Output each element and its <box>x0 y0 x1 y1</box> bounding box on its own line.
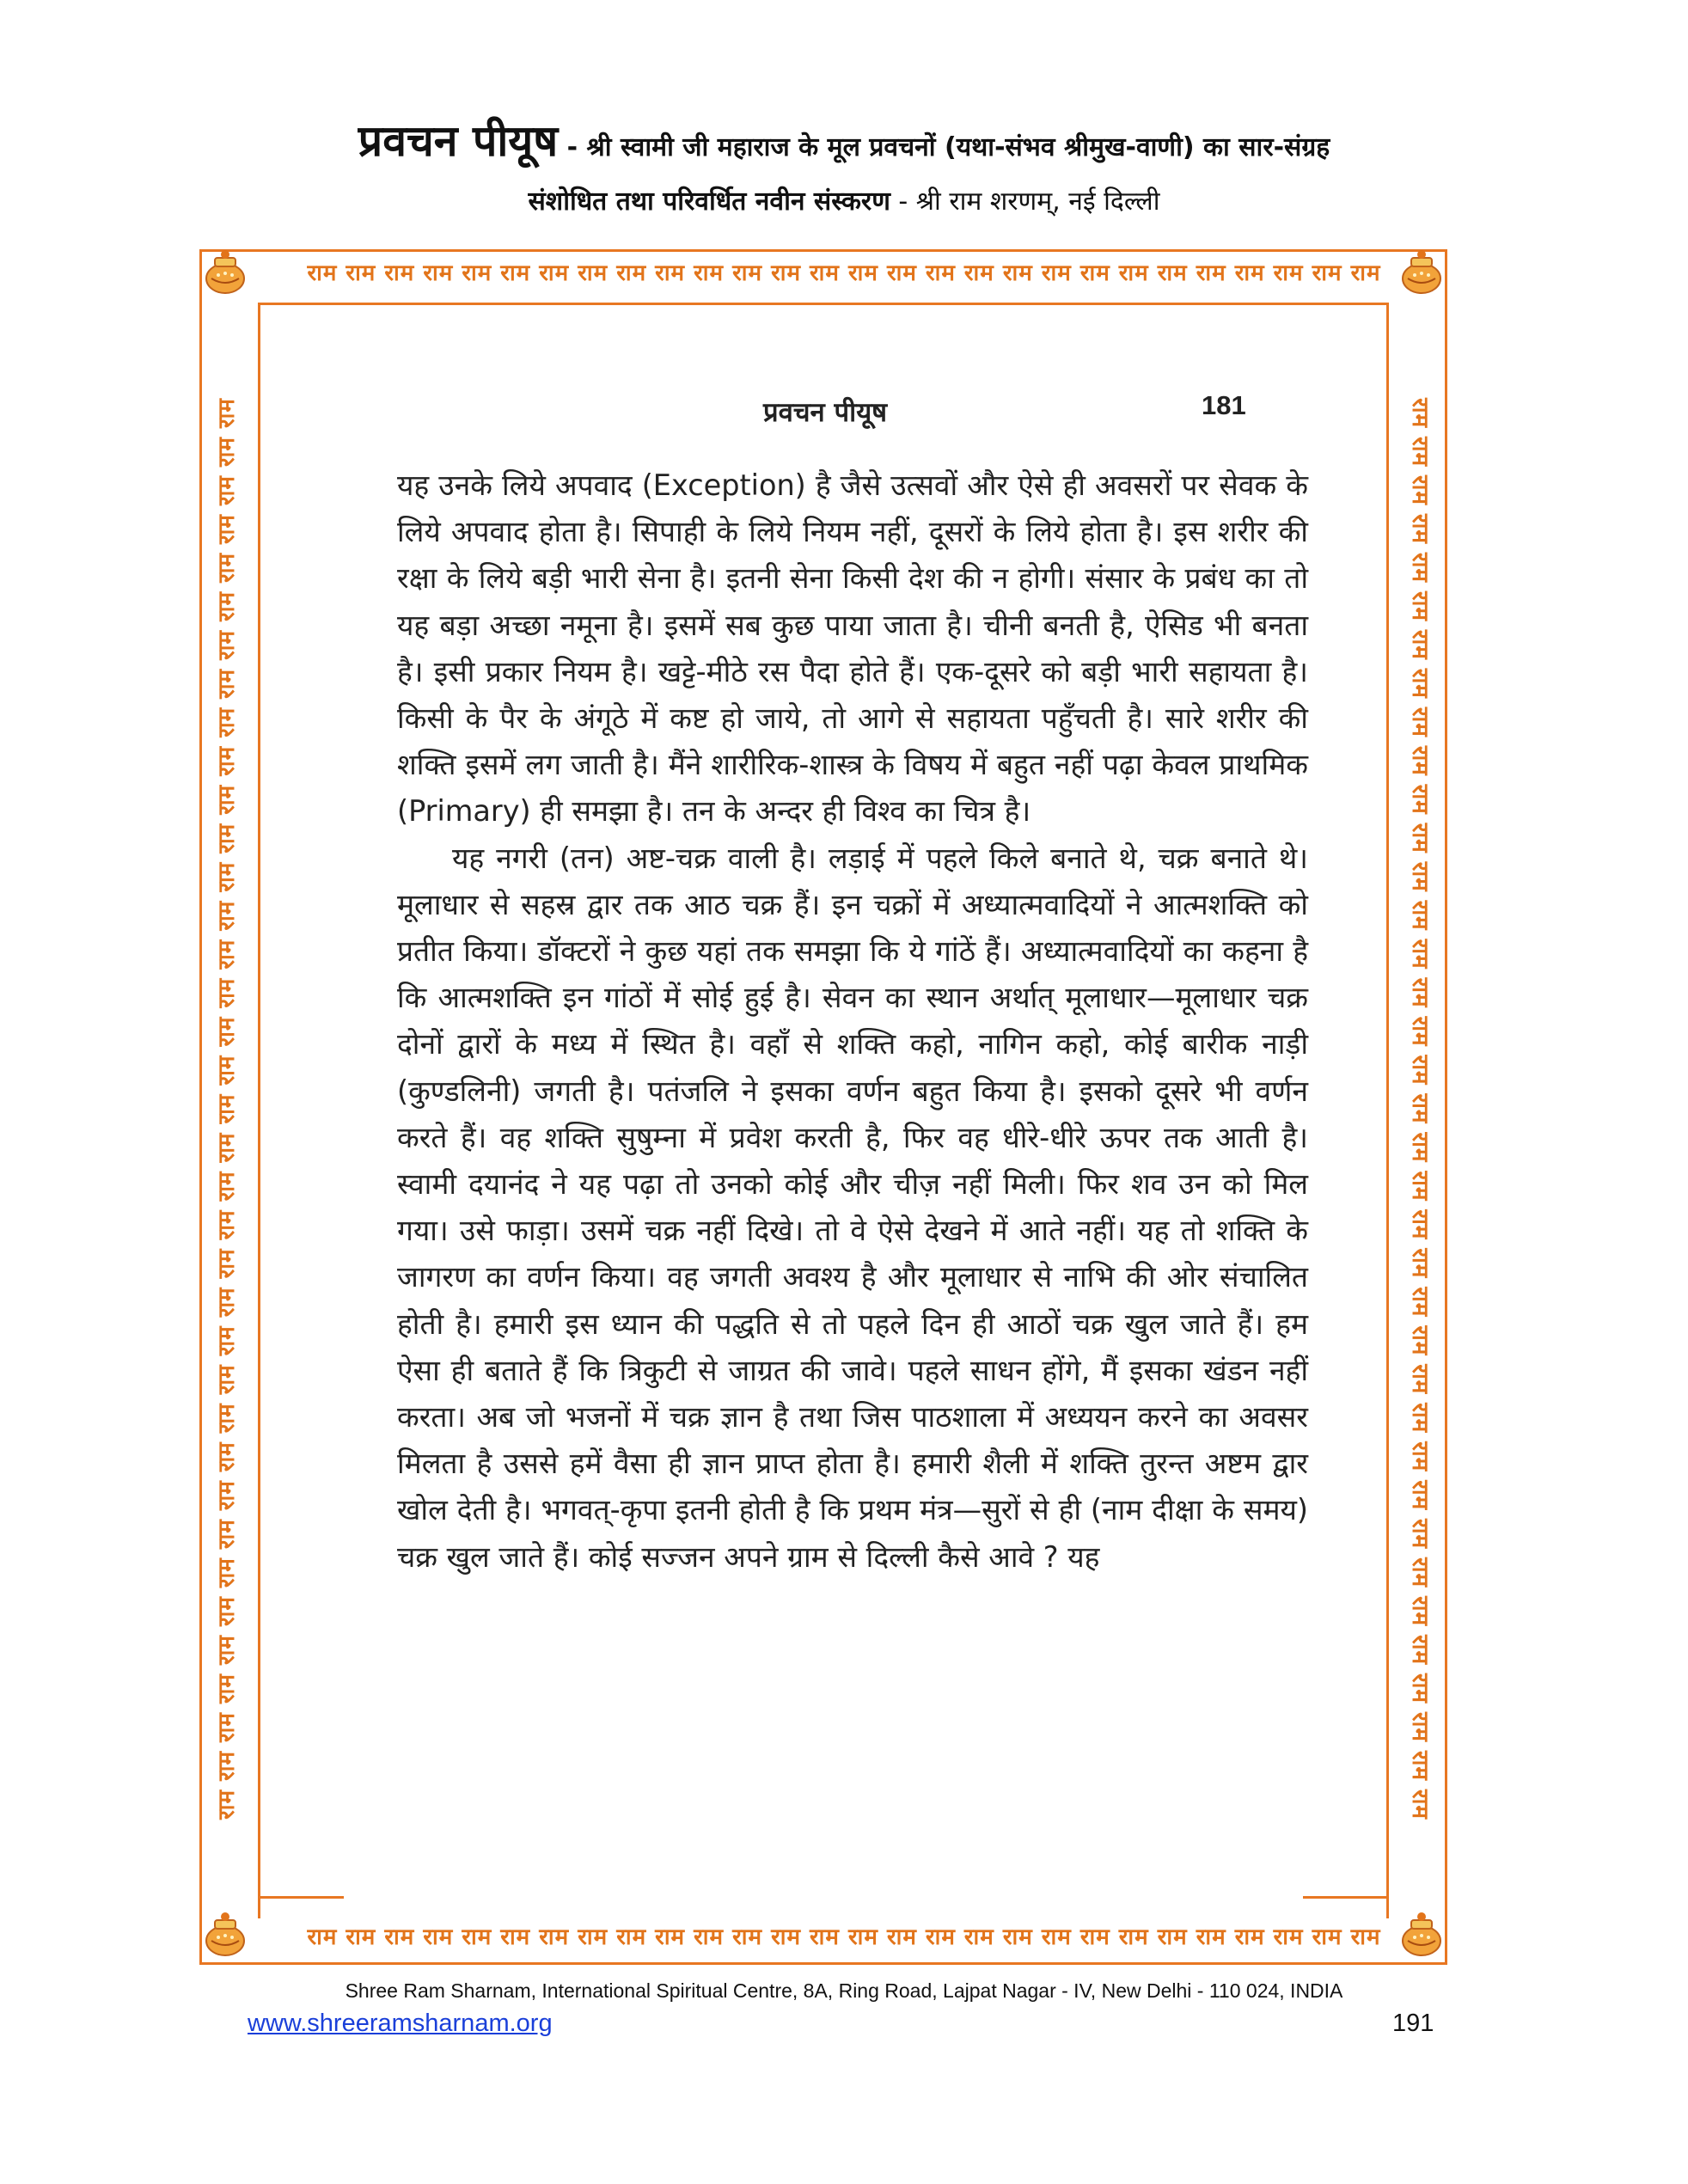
edition-line <box>0 182 1688 217</box>
inner-border-corner-right <box>1303 1896 1389 1899</box>
kalash-emblem-icon <box>199 248 251 299</box>
header-subtitle: - श्री स्वामी जी महाराज के मूल प्रवचनों (यथा-संभव श्रीमुख-वाणी) का सार-संग्रह <box>558 132 1330 162</box>
kalash-emblem-icon <box>1396 248 1447 299</box>
kalash-emblem-icon <box>1396 1910 1447 1961</box>
scanned-page-header <box>0 390 1688 445</box>
page-body <box>397 462 1308 1581</box>
paragraph: यह नगरी (तन) अष्ट-चक्र वाली है। लड़ाई में पहले किले बनाते थे, चक्र बनाते थे। मूलाधार से सहस्र द्वार तक आठ चक्र हैं। इन चक्रों में अध्यात्मवादियों ने आत्मशक्ति को प्रतीत किया। डॉक्टरों ने कुछ यहां तक समझा कि ये गांठें हैं। अध्यात्मवादियों का कहना है कि आत्मशक्ति इन गांठों में सोई हुई है। सेवन का स्थान अर्थात् मूलाधार—मूलाधार चक्र दोनों द्वारों के मध्य में स्थित है। वहाँ से शक्ति कहो, नागिन कहो, कोई बारीक नाड़ी (कुण्डलिनी) जगती है। पतंजलि ने इसका वर्णन बहुत किया है। इसको दूसरे भी वर्णन करते हैं। वह शक्ति सुषुम्ना में प्रवेश करती है, फिर वह धीरे-धीरे ऊपर तक आती है। स्वामी दयानंद ने यह पढ़ा तो उनको कोई और चीज़ नहीं मिली। फिर शव उन को मिल गया। उसे फाड़ा। उसमें चक्र नहीं दिखे। तो वे ऐसे देखने में आते नहीं। यह तो शक्ति के जागरण का वर्णन किया। वह जगती अवश्य है और मूलाधार से नाभि की ओर संचालित होती है। हमारी इस ध्यान की पद्धति से तो पहले दिन ही आठों चक्र खुल जाते हैं। हम ऐसा ही बताते हैं कि त्रिकुटी से जाग्रत की जावे। पहले साधन होंगे, मैं इसका खंडन नहीं करता। अब जो भजनों में चक्र ज्ञान है तथा जिस पाठशाला में अध्ययन करने का अवसर मिलता है उससे हमें वैसा ही ज्ञान प्राप्त होता है। हमारी शैली में शक्ति तुरन्त अष्टम द्वार खोल देती है। भगवत्-कृपा इतनी होती है कि प्रथम मंत्र—सुरों से ही (नाम दीक्षा के समय) चक्र खुल जाते हैं। कोई सज्जन अपने ग्राम से दिल्ली कैसे आवे ? यह <box>397 841 1308 1574</box>
document-header <box>0 110 1688 168</box>
edition-rest: - श्री राम शरणम्, नई दिल्ली <box>890 187 1160 217</box>
footer-address: Shree Ram Sharnam, International Spiritual Centre, 8A, Ring Road, Lajpat Nagar - IV, New Delhi - 110 024, INDIA <box>345 1979 1343 2002</box>
ram-border-right <box>1404 327 1439 1891</box>
inner-border-corner-left <box>258 1896 344 1899</box>
ram-border-bottom: राम राम राम राम राम राम राम राम राम राम राम राम राम राम राम राम राम राम राम राम राम राम राम राम राम राम राम राम <box>307 1924 1381 1950</box>
book-page-number: 181 <box>1202 390 1246 420</box>
edition-bold: संशोधित तथा परिवर्धित नवीन संस्करण <box>528 187 890 217</box>
pdf-page-number: 191 <box>1392 2010 1434 2037</box>
ram-border-left-text: राम राम राम राम राम राम राम राम राम राम राम राम राम राम राम राम राम राम राम राम राम राम राम राम राम राम राम राम राम राम राम राम राम राम राम राम राम <box>214 398 240 1820</box>
ram-border-left <box>208 327 242 1891</box>
ram-border-top: राम राम राम राम राम राम राम राम राम राम राम राम राम राम राम राम राम राम राम राम राम राम राम राम राम राम राम राम <box>307 260 1381 286</box>
header-title: प्रवचन पीयूष <box>358 116 559 166</box>
ram-border-right-text: राम राम राम राम राम राम राम राम राम राम राम राम राम राम राम राम राम राम राम राम राम राम राम राम राम राम राम राम राम राम राम राम राम राम राम राम राम <box>1407 398 1433 1820</box>
website-link[interactable]: www.shreeramsharnam.org <box>248 2010 553 2037</box>
paragraph: यह उनके लिये अपवाद (Exception) है जैसे उत्सवों और ऐसे ही अवसरों पर सेवक के लिये अपवाद होता है। सिपाही के लिये नियम नहीं, दूसरों के लिये होता है। इस शरीर की रक्षा के लिये बड़ी भारी सेना है। इतनी सेना किसी देश की न होगी। संसार के प्रबंध का तो यह बड़ा अच्छा नमूना है। इसमें सब कुछ पाया जाता है। चीनी बनती है, ऐसिड भी बनता है। इसी प्रकार नियम है। खट्टे-मीठे रस पैदा होते हैं। एक-दूसरे को बड़ी भारी सहायता है। किसी के पैर के अंगूठे में कष्ट हो जाये, तो आगे से सहायता पहुँचती है। सारे शरीर की शक्ति इसमें लग जाती है। मैंने शारीरिक-शास्त्र के विषय में बहुत नहीं पढ़ा केवल प्राथमिक (Primary) ही समझा है। तन के अन्दर ही विश्व का चित्र है। <box>397 468 1308 829</box>
kalash-emblem-icon <box>199 1910 251 1961</box>
running-title: प्रवचन पीयूष <box>763 397 888 428</box>
